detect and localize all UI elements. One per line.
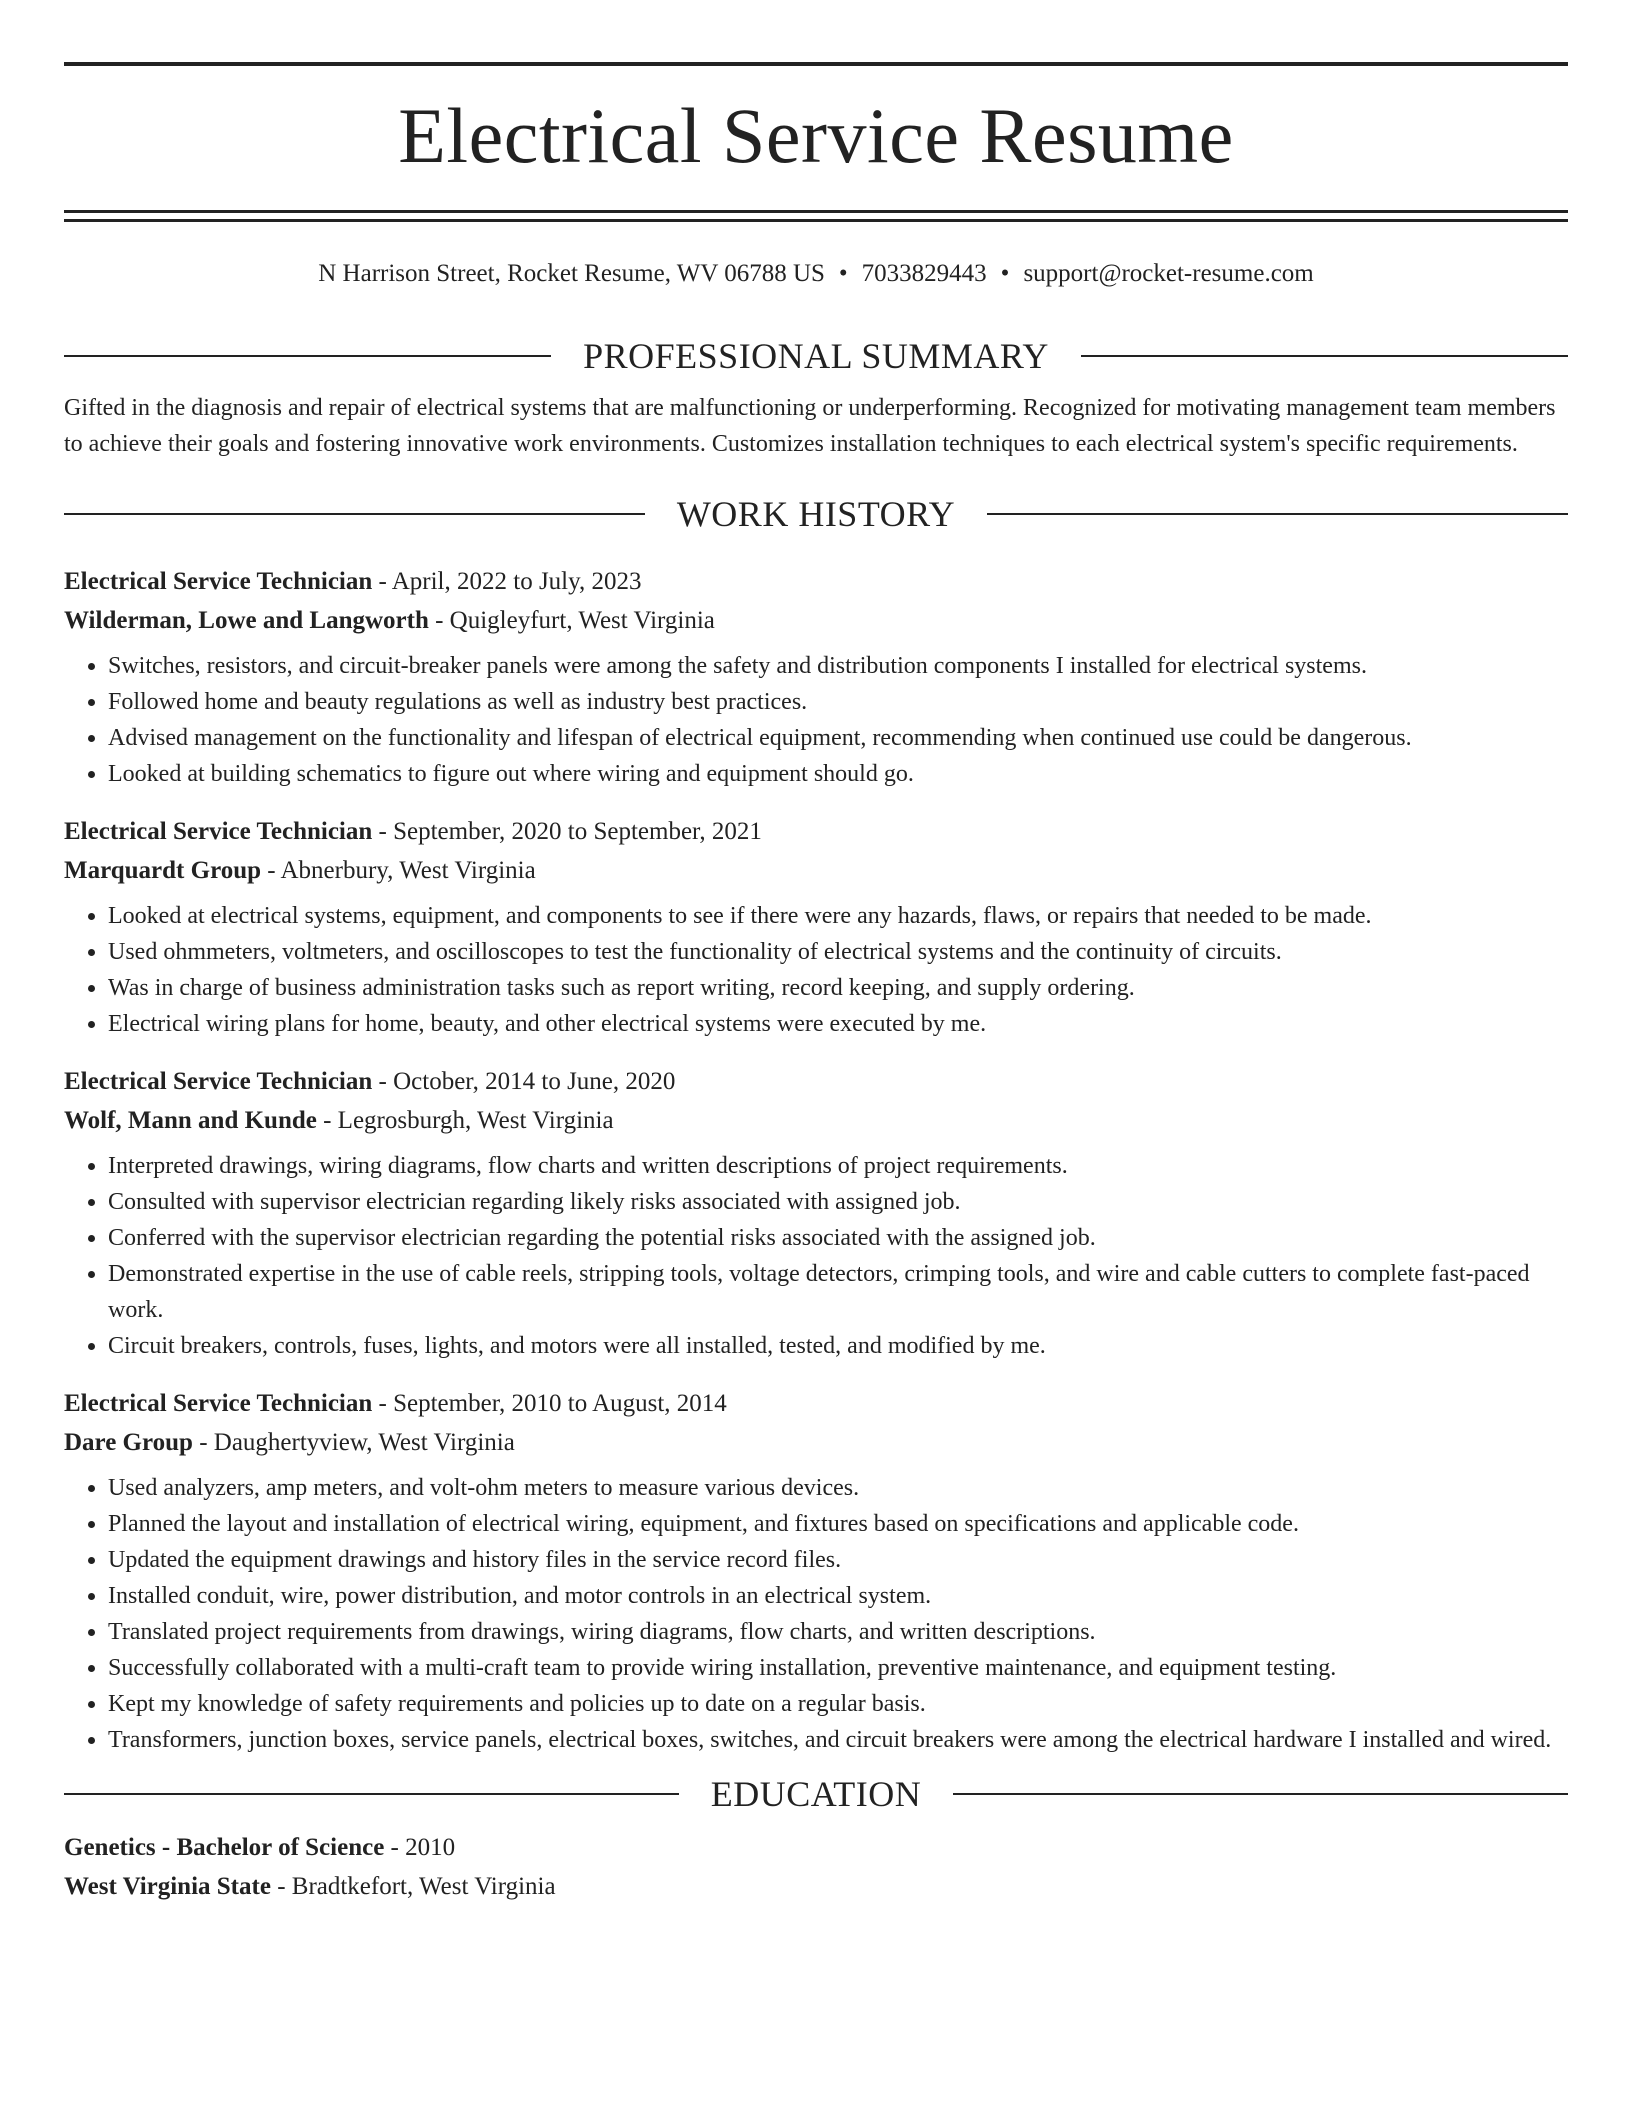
job-bullet: • Looked at building schematics to figure out where wiring and equipment should go. bbox=[108, 756, 1568, 792]
job-title: Electrical Service Technician bbox=[64, 1068, 373, 1095]
contact-separator: • bbox=[838, 260, 848, 287]
job-bullet: • Consulted with supervisor electrician regarding likely risks associated with assigned job. bbox=[108, 1184, 1568, 1220]
job-bullet: • Was in charge of business administration tasks such as report writing, record keeping, and supply ordering. bbox=[108, 970, 1568, 1006]
contact-phone: 7033829443 bbox=[861, 260, 987, 287]
job-company: Wilderman, Lowe and Langworth bbox=[64, 607, 429, 634]
job-bullet: • Advised management on the functionality and lifespan of electrical equipment, recommending when continued use could be dangerous. bbox=[108, 720, 1568, 756]
job-bullet: • Used ohmmeters, voltmeters, and oscilloscopes to test the functionality of electrical systems and the continuity of circuits. bbox=[108, 934, 1568, 970]
job-bullets bbox=[64, 648, 1568, 792]
job-bullet: • Planned the layout and installation of electrical wiring, equipment, and fixtures based on specifications and applicable code. bbox=[108, 1506, 1568, 1542]
job-dates: - September, 2020 to September, 2021 bbox=[372, 818, 762, 845]
job-bullet: • Demonstrated expertise in the use of cable reels, stripping tools, voltage detectors, crimping tools, and wire and cable cutters to complete fast-paced work. bbox=[108, 1256, 1568, 1328]
job-location: - Daughertyview, West Virginia bbox=[192, 1429, 515, 1456]
job-bullet: • Switches, resistors, and circuit-breaker panels were among the safety and distribution components I installed for electrical systems. bbox=[108, 648, 1568, 684]
contact-email: support@rocket-resume.com bbox=[1023, 260, 1314, 287]
heading-rule-left bbox=[64, 513, 645, 515]
job-entry bbox=[64, 812, 1568, 1042]
work-history-list bbox=[64, 562, 1568, 1758]
heading-rule-right bbox=[1081, 355, 1568, 357]
education-entry bbox=[64, 1828, 1568, 1906]
job-bullet: • Successfully collaborated with a multi-craft team to provide wiring installation, preventive maintenance, and equipment testing. bbox=[108, 1650, 1568, 1686]
job-title-line bbox=[64, 812, 1568, 851]
job-title: Electrical Service Technician bbox=[64, 818, 373, 845]
job-bullet: • Electrical wiring plans for home, beauty, and other electrical systems were executed by me. bbox=[108, 1006, 1568, 1042]
job-company: Wolf, Mann and Kunde bbox=[64, 1107, 317, 1134]
education-school: West Virginia State bbox=[64, 1873, 271, 1900]
education-year: - 2010 bbox=[384, 1834, 456, 1861]
education-section-heading bbox=[64, 1772, 1568, 1816]
job-title: Electrical Service Technician bbox=[64, 568, 373, 595]
contact-line bbox=[64, 258, 1568, 290]
job-bullets bbox=[64, 1470, 1568, 1758]
heading-rule-left bbox=[64, 355, 551, 357]
job-bullet: • Updated the equipment drawings and history files in the service record files. bbox=[108, 1542, 1568, 1578]
job-bullets bbox=[64, 898, 1568, 1042]
job-bullet: • Looked at electrical systems, equipment, and components to see if there were any hazards, flaws, or repairs that needed to be made. bbox=[108, 898, 1568, 934]
work-history-section-heading bbox=[64, 492, 1568, 536]
job-company: Dare Group bbox=[64, 1429, 193, 1456]
heading-rule-left bbox=[64, 1793, 679, 1795]
job-title-line bbox=[64, 1384, 1568, 1423]
summary-text: Gifted in the diagnosis and repair of electrical systems that are malfunctioning or underperforming. Recognized for motivating management team members to achieve their goals and fostering innovative work environments. Customizes installation techniques to each electrical system's specific requirements. bbox=[64, 395, 1556, 457]
job-company: Marquardt Group bbox=[64, 857, 262, 884]
job-bullet: • Conferred with the supervisor electrician regarding the potential risks associated with the assigned job. bbox=[108, 1220, 1568, 1256]
education-degree: Genetics - Bachelor of Science bbox=[64, 1834, 385, 1861]
contact-separator: • bbox=[1000, 260, 1010, 287]
summary-section-heading bbox=[64, 334, 1568, 378]
heading-rule-right bbox=[987, 513, 1568, 515]
job-location: - Legrosburgh, West Virginia bbox=[316, 1107, 614, 1134]
job-dates: - April, 2022 to July, 2023 bbox=[372, 568, 642, 595]
contact-address: N Harrison Street, Rocket Resume, WV 06788 US bbox=[318, 260, 825, 287]
job-entry bbox=[64, 1384, 1568, 1758]
job-bullet: • Transformers, junction boxes, service panels, electrical boxes, switches, and circuit breakers were among the electrical hardware I installed and wired. bbox=[108, 1722, 1568, 1758]
job-bullet: • Followed home and beauty regulations as well as industry best practices. bbox=[108, 684, 1568, 720]
job-bullet: • Kept my knowledge of safety requirements and policies up to date on a regular basis. bbox=[108, 1686, 1568, 1722]
education-location: - Bradtkefort, West Virginia bbox=[270, 1873, 556, 1900]
top-rule bbox=[64, 62, 1568, 66]
job-company-line bbox=[64, 1423, 1568, 1462]
resume-title: Electrical Service Resume bbox=[398, 92, 1234, 179]
job-dates: - September, 2010 to August, 2014 bbox=[372, 1390, 727, 1417]
job-bullet: • Installed conduit, wire, power distribution, and motor controls in an electrical system. bbox=[108, 1578, 1568, 1614]
job-bullet: • Circuit breakers, controls, fuses, lights, and motors were all installed, tested, and modified by me. bbox=[108, 1328, 1568, 1364]
job-bullets bbox=[64, 1148, 1568, 1364]
education-school-line bbox=[64, 1867, 1568, 1906]
job-entry bbox=[64, 562, 1568, 792]
job-entry bbox=[64, 1062, 1568, 1364]
job-location: - Abnerbury, West Virginia bbox=[261, 857, 536, 884]
job-title-line bbox=[64, 562, 1568, 601]
job-dates: - October, 2014 to June, 2020 bbox=[372, 1068, 676, 1095]
job-bullet: • Translated project requirements from drawings, wiring diagrams, flow charts, and written descriptions. bbox=[108, 1614, 1568, 1650]
education-degree-line bbox=[64, 1828, 1568, 1867]
summary-heading: PROFESSIONAL SUMMARY bbox=[583, 336, 1049, 376]
job-company-line bbox=[64, 601, 1568, 640]
work-history-heading: WORK HISTORY bbox=[676, 494, 956, 534]
job-title-line bbox=[64, 1062, 1568, 1101]
education-heading: EDUCATION bbox=[710, 1774, 922, 1814]
job-location: - Quigleyfurt, West Virginia bbox=[428, 607, 715, 634]
job-bullet: • Used analyzers, amp meters, and volt-ohm meters to measure various devices. bbox=[108, 1470, 1568, 1506]
title-double-rule bbox=[64, 210, 1568, 222]
heading-rule-right bbox=[953, 1793, 1568, 1795]
job-company-line bbox=[64, 851, 1568, 890]
job-title: Electrical Service Technician bbox=[64, 1390, 373, 1417]
job-bullet: • Interpreted drawings, wiring diagrams, flow charts and written descriptions of project requirements. bbox=[108, 1148, 1568, 1184]
job-company-line bbox=[64, 1101, 1568, 1140]
